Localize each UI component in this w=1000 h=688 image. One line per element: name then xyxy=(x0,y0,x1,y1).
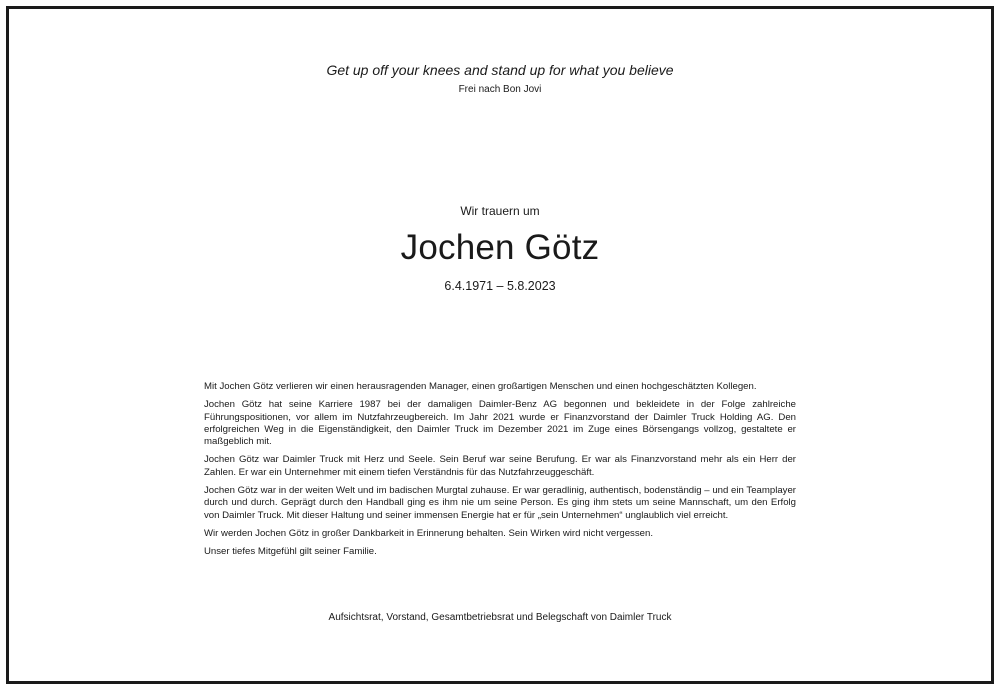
quote-source: Frei nach Bon Jovi xyxy=(458,84,542,95)
obituary-text xyxy=(204,381,796,565)
deceased-name: Jochen Götz xyxy=(400,228,600,267)
paragraph: Unser tiefes Mitgefühl gilt seiner Familie. xyxy=(204,546,377,558)
paragraph: Wir werden Jochen Götz in großer Dankbarkeit in Erinnerung behalten. Sein Wirken wird nicht vergessen. xyxy=(204,527,653,539)
intro-line: Wir trauern um xyxy=(460,204,540,218)
paragraph: Jochen Götz war Daimler Truck mit Herz und Seele. Sein Beruf war seine Berufung. Er war als Finanzvorstand mehr als ein Herr der Zahlen. Er war ein Unternehmer mit einem tiefen Verständnis für das Nutzfahrzeuggeschäft. xyxy=(204,454,796,478)
paragraph: Jochen Götz war in der weiten Welt und im badischen Murgtal zuhause. Er war geradlinig, authentisch, bodenständig – und ein Teamplayer durch und durch. Geprägt durch den Handball ging es ihm nie um seine Person. Es ging ihm stets um seine Mannschaft, um den Erfolg von Daimler Truck. Mit dieser Haltung und seiner immensen Energie hat er für „sein Unternehmen“ unglaublich viel erreicht. xyxy=(204,485,796,521)
page-border xyxy=(6,6,994,684)
life-dates: 6.4.1971 – 5.8.2023 xyxy=(444,279,556,293)
signature: Aufsichtsrat, Vorstand, Gesamtbetriebsrat und Belegschaft von Daimler Truck xyxy=(328,612,672,623)
paragraph: Jochen Götz hat seine Karriere 1987 bei der damaligen Daimler-Benz AG begonnen und bekleidete in der Folge zahlreiche Führungspositionen, vor allem im Nutzfahrzeugbereich. Im Jahr 2021 wurde er Finanzvorstand der Daimler Truck Holding AG. Den erfolgreichen Weg in die Eigenständigkeit, den Daimler Truck im Dezember 2021 im Zuge eines Börsengangs vollzog, gestaltete er maßgeblich mit. xyxy=(204,399,796,448)
quote-text: Get up off your knees and stand up for what you believe xyxy=(326,62,674,78)
paragraph: Mit Jochen Götz verlieren wir einen herausragenden Manager, einen großartigen Menschen und einen hochgeschätzten Kollegen. xyxy=(204,381,757,392)
